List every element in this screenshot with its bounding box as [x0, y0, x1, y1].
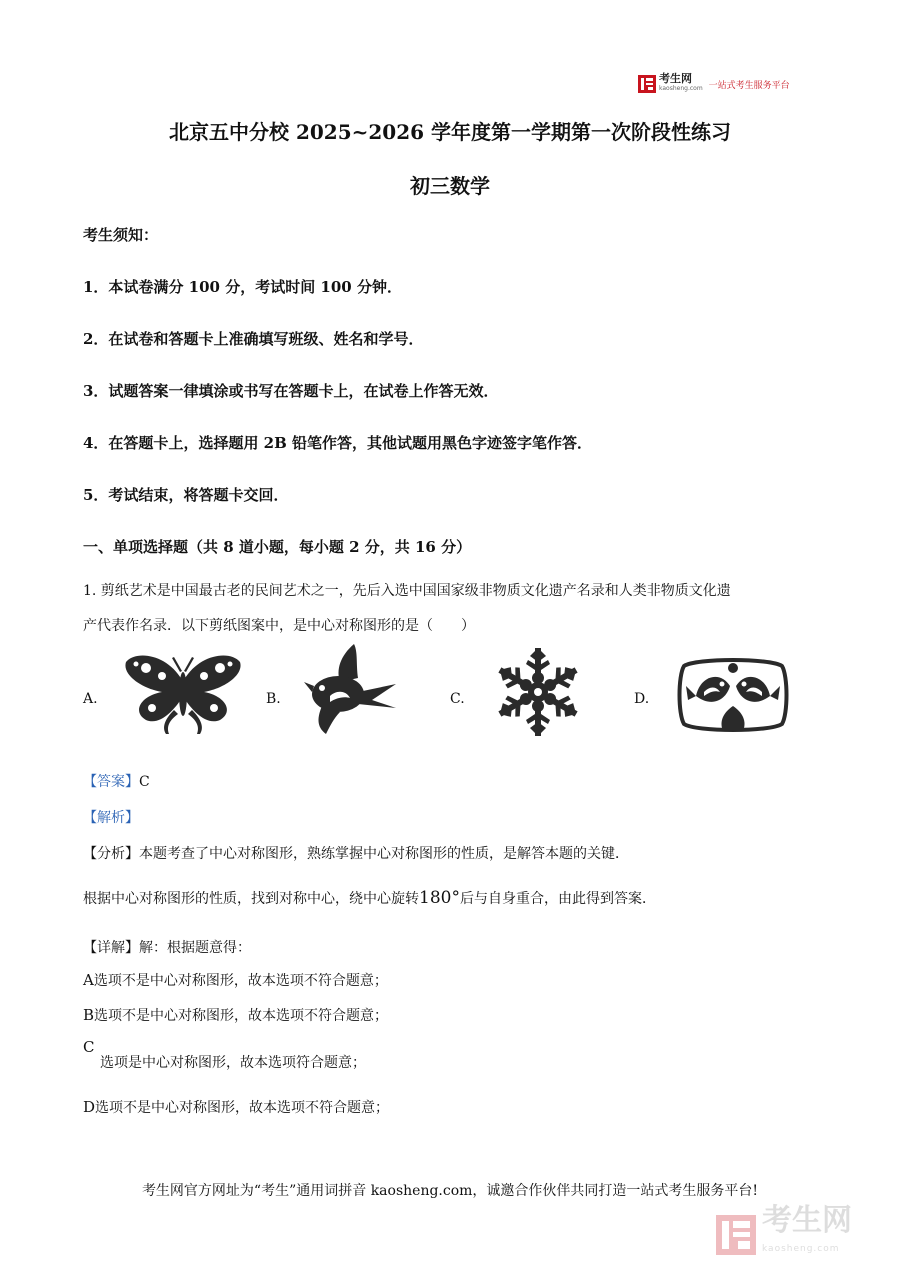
detail-line	[83, 938, 251, 958]
notice-item: 1．本试卷满分 100 分，考试时间 100 分钟．	[83, 278, 402, 296]
answer-value: C	[139, 774, 150, 790]
logo-domain: kaosheng.com	[659, 85, 703, 92]
page-title: 北京五中分校 2025~2026 学年度第一学期第一次阶段性练习	[168, 120, 731, 144]
analysis-text: 本题考查了中心对称图形，熟练掌握中心对称图形的性质，是解答本题的关键．	[139, 846, 629, 862]
method-suffix: 后与自身重合，由此得到答案．	[459, 891, 656, 907]
detail-text: 选项不是中心对称图形，故本选项不符合题意；	[93, 973, 388, 989]
logo-slogan: 一站式考生服务平台	[708, 80, 790, 91]
logo-brand: 考生网 kaosheng.com	[659, 72, 703, 92]
option-c-label: C.	[450, 691, 465, 707]
question-stem-line: 产代表作名录．以下剪纸图案中，是中心对称图形的是（ ）	[83, 618, 475, 634]
kaosheng-watermark-icon	[716, 1215, 756, 1255]
kaosheng-logo-icon	[638, 75, 656, 93]
question-stem	[83, 574, 823, 644]
detail-text: 选项不是中心对称图形，故本选项不符合题意；	[95, 1100, 390, 1116]
watermark	[716, 1203, 886, 1258]
watermark-domain: kaosheng.com	[762, 1244, 840, 1254]
analysis-label: 【分析】	[83, 846, 139, 862]
detail-letter: B	[83, 1006, 95, 1024]
section-heading: 一、单项选择题（共 8 道小题，每小题 2 分，共 16 分）	[83, 538, 472, 556]
notice-item: 4．在答题卡上，选择题用 2B 铅笔作答，其他试题用黑色字迹签字笔作答．	[83, 434, 592, 452]
twin-fish-papercut-icon	[676, 656, 790, 734]
swallow-papercut-icon	[300, 642, 398, 736]
method-line	[83, 888, 656, 909]
notice-item: 3．试题答案一律填涂或书写在答题卡上，在试卷上作答无效．	[83, 382, 499, 400]
detail-item	[83, 1005, 388, 1026]
detail-letter: D	[83, 1098, 96, 1116]
detail-item	[83, 1097, 389, 1118]
footer-text: 考生网官方网址为“考生”通用词拼音 kaosheng.com，诚邀合作伙伴共同打造一站式考生服务平台!	[141, 1183, 759, 1199]
analysis-line	[83, 844, 629, 864]
answer-line	[83, 772, 150, 792]
notice-item: 2．在试卷和答题卡上准确填写班级、姓名和学号．	[83, 330, 424, 348]
page-subtitle: 初三数学	[410, 174, 490, 198]
notice-item: 5．考试结束，将答题卡交回．	[83, 486, 289, 504]
method-prefix: 根据中心对称图形的性质，找到对称中心，绕中心旋转	[83, 891, 419, 907]
detail-text: 选项不是中心对称图形，故本选项不符合题意；	[94, 1008, 389, 1024]
butterfly-papercut-icon	[122, 650, 244, 734]
detail-label: 【详解】	[83, 940, 139, 956]
question-stem-line: 1. 剪纸艺术是中国最古老的民间艺术之一，先后入选中国国家级非物质文化遗产名录和人类非物质文化遗	[83, 583, 731, 599]
detail-letter: C	[83, 1038, 95, 1056]
kaosheng-logo	[638, 72, 808, 96]
detail-intro: 解：根据题意得：	[139, 940, 251, 956]
answer-tag: 【答案】	[83, 774, 139, 790]
watermark-brand: 考生网 kaosheng.com	[762, 1207, 852, 1263]
option-d-label: D.	[634, 691, 650, 707]
analysis-tag: 【解析】	[83, 810, 139, 826]
detail-letter: A	[83, 971, 94, 989]
method-angle: 180°	[419, 888, 460, 908]
detail-text: 选项是中心对称图形，故本选项符合题意；	[100, 1055, 366, 1071]
detail-item	[83, 970, 388, 991]
snowflake-papercut-icon	[486, 646, 590, 738]
option-b-label: B.	[266, 691, 281, 707]
option-a-label: A.	[83, 691, 98, 707]
notice-heading: 考生须知：	[83, 226, 159, 244]
